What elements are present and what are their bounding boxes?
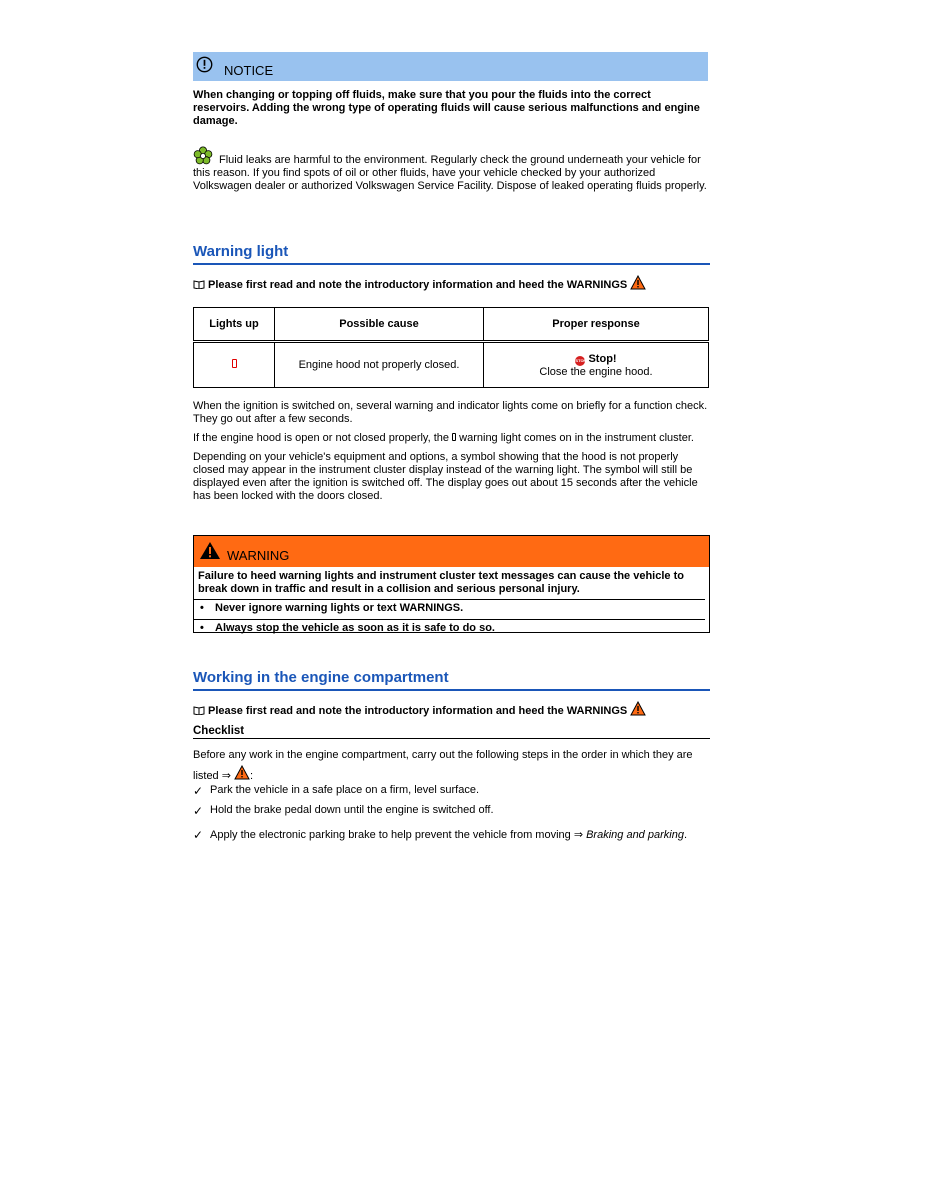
bullet-text: Always stop the vehicle as soon as it is safe to do so. [215,622,495,634]
table-header-row [194,308,709,342]
bullet-dot: • [200,602,204,614]
section-heading-engine-compartment: Working in the engine compartment [193,669,710,691]
warning-triangle-icon [630,275,646,290]
hood-warning-lamp-icon [452,433,456,441]
checklist-item-text: Hold the brake pedal down until the engine is switched off. [210,804,494,816]
notice-text: When changing or topping off fluids, make sure that you pour the fluids into the correct reservoirs. Adding the wrong type of operating fluids will cause serious malfunctions and engine damage. [193,89,700,127]
response-title-text: Stop! [588,352,617,365]
notice-body [193,89,710,128]
bullet-dot: • [200,622,204,634]
checklist-item-text-main: Apply the electronic parking brake to help prevent the vehicle from moving [210,829,571,841]
bullet-text: Never ignore warning lights or text WARNINGS. [215,602,464,614]
warning-triangle-icon [199,541,221,560]
checklist-item-text: Apply the electronic parking brake to help prevent the vehicle from moving ⇒ Braking and parking. [210,829,687,841]
table-cell-response [484,342,709,388]
list-item [194,599,705,615]
check-mark-icon: ✓ [193,828,204,842]
warning-header [194,536,709,567]
hood-text-after: warning light comes on in the instrument cluster. [459,432,694,444]
response-title [485,353,707,366]
arrow-glyph: ⇒ [221,770,231,782]
warning-text: Failure to heed warning lights and instrument cluster text messages can cause the vehicle to break down in traffic and result in a collision and serious personal injury. [198,570,684,595]
table-header: Proper response [484,308,709,342]
response-text: Close the engine hood. [539,365,653,378]
table-header: Possible cause [275,308,484,342]
hood-text-before: If the engine hood is open or not closed properly, the [193,432,450,444]
warning-box [193,535,710,633]
table-row [194,342,709,388]
book-icon [193,279,205,289]
read-note-text: Please first read and note the introductory information and heed the WARNINGS [208,705,628,717]
warning-triangle-icon [630,701,646,716]
checklist-title: Checklist [193,725,710,739]
paragraph: When the ignition is switched on, several warning and indicator lights come on briefly for a function check. They go out after a few seconds. [193,400,708,425]
paragraph-hood [193,432,710,445]
table-cell-cause: Engine hood not properly closed. [275,342,484,388]
stop-icon: STOP [575,356,585,366]
hood-warning-lamp-icon [232,359,237,368]
warning-light-body [193,400,710,509]
environment-flower-icon [193,146,213,166]
warning-triangle-icon [234,765,250,780]
read-note [193,275,710,291]
warning-light-table [193,307,709,388]
list-item [194,619,705,635]
warning-title: WARNING [227,548,290,563]
environment-note-text: Fluid leaks are harmful to the environment. Regularly check the ground underneath your vehicle for this reason. If you find spots of oil or other fluids, have your vehicle checked by your authorized Volkswagen dealer or authorized Volkswagen Service Facility. Dispose of leaked operating fluids properly. [193,154,707,192]
cross-reference-link[interactable]: Braking and parking [586,829,684,841]
warning-bullets [198,599,706,635]
table-header: Lights up [194,308,275,342]
section-heading-warning-light: Warning light [193,243,710,265]
arrow-glyph: ⇒ [573,829,584,841]
read-note-text: Please first read and note the introductory information and heed the WARNINGS [208,279,628,291]
check-mark-icon: ✓ [193,804,204,818]
check-mark-icon: ✓ [193,784,204,798]
checklist-item-text: Park the vehicle in a safe place on a firm, level surface. [210,784,480,796]
book-icon [193,705,205,715]
notice-header [193,52,708,81]
environment-note [193,146,710,193]
read-note [193,701,710,717]
paragraph: Depending on your vehicle's equipment and options, a symbol showing that the hood is not properly closed may appear in the instrument cluster display instead of the warning light. The symbol will still be displayed even after the ignition is switched off. The display goes out about 15 seconds after the vehicle has been locked with the doors closed. [193,451,698,502]
checklist-intro-text: Before any work in the engine compartment, carry out the following steps in the order in which they are listed [193,749,693,782]
table-cell-lights-up [194,342,275,388]
checklist-intro: Before any work in the engine compartment, carry out the following steps in the order in which they are listed ⇒ : [193,749,693,782]
warning-body [198,570,706,639]
notice-title: NOTICE [224,63,274,78]
notice-exclamation-icon [196,56,213,73]
